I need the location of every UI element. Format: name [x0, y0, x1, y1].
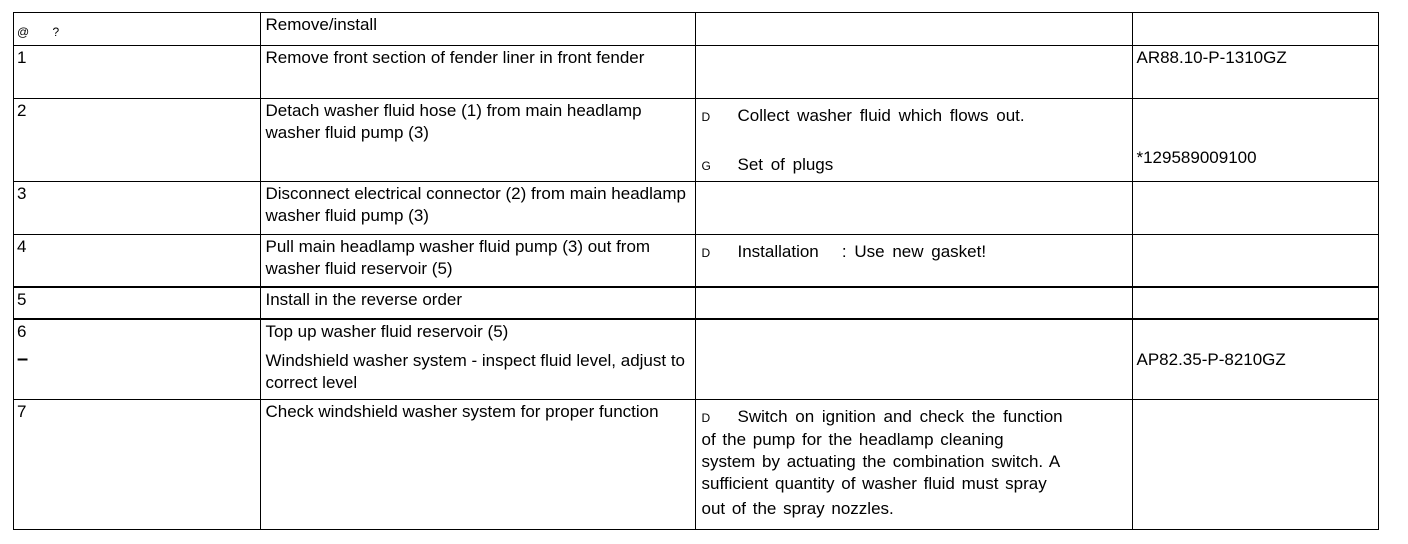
table-row — [14, 400, 1379, 530]
step-cell — [14, 182, 261, 235]
notes-cell — [696, 287, 1133, 319]
ref-cell — [1133, 400, 1379, 530]
step-cell — [14, 235, 261, 287]
step-cell — [14, 319, 261, 400]
reference-link[interactable]: AR88.10-P-1310GZ — [1136, 48, 1287, 67]
step-action: Top up washer fluid reservoir (5) — [265, 321, 509, 341]
step-number: 7 — [17, 402, 27, 421]
table-row — [14, 235, 1379, 287]
part-number: *129589009100 — [1136, 148, 1257, 167]
procedure-table — [13, 12, 1379, 530]
table-row — [14, 182, 1379, 235]
notes-cell — [696, 99, 1133, 182]
sub-step-action: Windshield washer system - inspect fluid level, adjust to correct level — [265, 350, 686, 392]
notes-cell — [696, 319, 1133, 400]
step-number: 4 — [17, 237, 27, 256]
header-title: Remove/install — [265, 15, 377, 34]
note-text: Installation : Use new gasket! — [737, 242, 987, 261]
step-action: Install in the reverse order — [265, 289, 463, 309]
step-cell — [14, 99, 261, 182]
note-continuation-line: out of the spray nozzles. — [701, 499, 894, 518]
notes-cell — [696, 235, 1133, 287]
header-title-cell — [260, 13, 696, 46]
action-cell — [260, 182, 696, 235]
action-cell — [260, 400, 696, 530]
step-number: 2 — [17, 101, 27, 120]
header-symbols-cell — [14, 13, 261, 46]
notes-cell — [696, 400, 1133, 530]
step-number: 1 — [17, 48, 27, 67]
header-symbols: @ ? — [17, 25, 60, 39]
ref-cell — [1133, 182, 1379, 235]
ref-cell — [1133, 235, 1379, 287]
table-row — [14, 46, 1379, 99]
step-action: Detach washer fluid hose (1) from main headlamp washer fluid pump (3) — [265, 101, 642, 142]
ref-cell — [1133, 287, 1379, 319]
note-marker: G — [701, 159, 711, 173]
note-text: Switch on ignition and check the function — [737, 407, 1063, 426]
table-row — [14, 319, 1379, 400]
ref-cell — [1133, 99, 1379, 182]
header-row — [14, 13, 1379, 46]
action-cell — [260, 235, 696, 287]
step-number: 3 — [17, 184, 27, 203]
step-cell — [14, 287, 261, 319]
note-text: Set of plugs — [737, 155, 834, 174]
step-action: Remove front section of fender liner in front fender — [265, 48, 645, 67]
notes-cell — [696, 46, 1133, 99]
step-cell — [14, 46, 261, 99]
reference-link[interactable]: AP82.35-P-8210GZ — [1136, 349, 1286, 369]
header-ref-cell — [1133, 13, 1379, 46]
note-continuation-line: sufficient quantity of washer fluid must spray — [701, 474, 1047, 493]
ref-cell — [1133, 46, 1379, 99]
note-line — [699, 154, 1129, 177]
action-cell — [260, 46, 696, 99]
action-cell — [260, 99, 696, 182]
sub-step-marker: – — [17, 347, 29, 370]
step-action: Pull main headlamp washer fluid pump (3) out from washer fluid reservoir (5) — [265, 237, 651, 278]
note-marker: D — [701, 246, 711, 260]
step-cell — [14, 400, 261, 530]
note-line — [699, 406, 1129, 429]
action-cell — [260, 287, 696, 319]
step-number: 6 — [17, 321, 27, 341]
note-marker: D — [701, 110, 711, 124]
ref-cell — [1133, 319, 1379, 400]
step-action: Check windshield washer system for proper function — [265, 402, 659, 421]
note-line — [699, 241, 1129, 264]
action-cell — [260, 319, 696, 400]
step-number: 5 — [17, 289, 27, 309]
step-action: Disconnect electrical connector (2) from main headlamp washer fluid pump (3) — [265, 184, 686, 225]
note-continuation-line: of the pump for the headlamp cleaning — [701, 430, 1004, 449]
note-line — [699, 105, 1129, 128]
table-row — [14, 99, 1379, 182]
notes-cell — [696, 182, 1133, 235]
note-text: Collect washer fluid which flows out. — [737, 106, 1025, 125]
header-notes-cell — [696, 13, 1133, 46]
note-marker: D — [701, 411, 711, 425]
table-row — [14, 287, 1379, 319]
note-continuation-line: system by actuating the combination switch. A — [701, 452, 1061, 471]
